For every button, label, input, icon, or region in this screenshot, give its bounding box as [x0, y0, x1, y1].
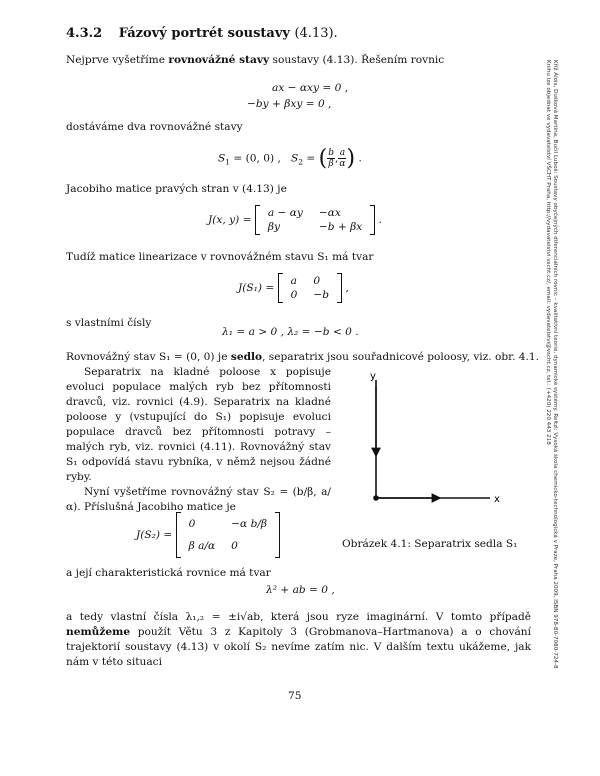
matrix-cell: 0	[188, 518, 196, 530]
page-number: 75	[288, 690, 302, 702]
frac-num: b	[328, 148, 335, 158]
bold-term: sedlo	[230, 351, 263, 363]
paragraph-states: dostáváme dva rovnovážné stavy	[66, 121, 243, 133]
equation-js2	[136, 512, 280, 558]
frac-den: α	[339, 159, 346, 169]
matrix-cell: a	[290, 275, 297, 287]
matrix-cell: −αx	[318, 207, 341, 219]
paragraph-separatrix: Separatrix na kladné poloose x popisuje evoluci populace malých ryb bez přítomnosti dravců, viz. rovnici (4.9). Separatrix na kladné poloose y (vstupující do S₁) popisuje evoluci populace dravců bez přítomnosti potravy – malých ryb, viz. rovnici (4.11). Rovnovážný stav S₁ odpovídá stavu rybníka, v němž nejsou žádné ryby.	[66, 366, 331, 483]
eq-end: .	[358, 152, 362, 165]
equation-1a: ax − αxy = 0 ,	[272, 82, 349, 94]
paragraph-jacobian: Jacobiho matice pravých stran v (4.13) je	[66, 183, 287, 195]
text: , separatrix jsou souřadnicové poloosy, viz. obr. 4.1.	[262, 351, 540, 363]
text: soustavy (4.13). Řešením rovnic	[269, 54, 445, 66]
matrix-cell: 0	[313, 275, 321, 287]
equation-js1	[238, 273, 349, 303]
side-note	[545, 60, 562, 720]
equation-states: $S_1 = (0$, 0) , $S_2$ = ( $\frac{b}{\beta}$ , $\frac{a}{\alpha}$ ) .	[218, 146, 362, 171]
frac-den: β	[328, 159, 334, 169]
text: a tedy vlastní čísla λ₁,₂ = ±i√ab, která jsou ryze imaginární. V tomto případě	[66, 611, 531, 623]
matrix-cell: −b	[313, 289, 330, 301]
s1-symbol: S	[218, 152, 226, 165]
bold-term: nemůžeme	[66, 626, 131, 638]
saddle-figure	[340, 366, 540, 556]
figure-caption: Obrázek 4.1: Separatrix sedla S₁	[342, 538, 518, 550]
matrix-cell: β a/α	[188, 540, 216, 552]
section-heading	[66, 26, 338, 41]
section-ref: (4.13).	[294, 26, 338, 41]
text: Rovnovážný stav S₁ = (0, 0) je	[66, 351, 231, 363]
y-axis-label: y	[370, 371, 376, 382]
jacobian-lhs: J(x, y) =	[208, 214, 255, 226]
x-axis-label: x	[494, 494, 500, 505]
section-number: 4.3.2	[66, 26, 103, 41]
s2-symbol: S	[290, 152, 299, 165]
text: použít Větu 3 z Kapitoly 3 (Grobmanova–Hartmanova) a o chování trajektorií soustavy (4.13) v okolí S₂ nevíme zatím nic. V dalším textu ukážeme, jak nám v této situaci	[66, 626, 531, 668]
matrix-cell: βy	[267, 221, 280, 233]
matrix-cell: −b + βx	[318, 221, 363, 233]
s1-value: = (0, 0) ,	[230, 152, 281, 165]
paragraph-conclusion	[66, 610, 531, 670]
frac-num: a	[339, 148, 346, 158]
equation-eigenvalues: λ₁ = a > 0 , λ₂ = −b < 0 .	[222, 326, 359, 338]
origin-point	[373, 495, 379, 501]
paragraph-char-eq: a její charakteristická rovnice má tvar	[66, 567, 271, 579]
side-note-line-2: Knihu lze objednat ve vydavatelství VŠCHT Praha, http://vydavatelstvi.vscht.cz/, email: vydavatelstvi@vscht.cz, tel.: (+420) 220 443 218	[545, 60, 551, 445]
js1-matrix	[278, 273, 342, 303]
paragraph-saddle	[66, 350, 539, 365]
eq-end: .	[378, 214, 383, 226]
js2-lhs: J(S₂) =	[136, 529, 176, 541]
matrix-cell: −α b/β	[231, 518, 268, 530]
paragraph-eigen: s vlastními čísly	[66, 317, 152, 329]
side-note-line-1: Kříž Alois, Dušková Martina, Bučil Luboš: Soustavy obyčejných diferenciálních rovnic – kvalitativní teorie, dynamické systémy. Reitzl: Vysoká škola chemicko-technologická v Praze, Praha 2009, ISBN 978-80-7080-724-8	[552, 60, 558, 669]
text: Nejprve vyšetříme	[66, 54, 169, 66]
bold-term: rovnovážné stavy	[168, 54, 270, 66]
matrix-cell: 0	[290, 289, 298, 301]
equation-jacobian	[208, 205, 382, 235]
paragraph-linearization: Tudíž matice linearizace v rovnovážném stavu S₁ má tvar	[66, 251, 374, 263]
eq-end: ,	[345, 282, 349, 294]
paragraph-s2: Nyní vyšetříme rovnovážný stav S₂ = (b/β, a/α). Příslušná Jacobiho matice je	[66, 486, 331, 513]
jacobian-matrix	[255, 205, 375, 235]
js2-matrix	[176, 512, 280, 558]
s2-eq: =	[303, 152, 319, 165]
equation-1b: −by + βxy = 0 ,	[247, 98, 332, 110]
equation-characteristic: λ² + ab = 0 ,	[266, 584, 335, 596]
matrix-cell: a − αy	[267, 207, 303, 219]
js1-lhs: J(S₁) =	[238, 282, 278, 294]
paragraph-intro	[66, 53, 444, 68]
matrix-cell: 0	[231, 540, 238, 552]
section-title: Fázový portrét soustavy	[118, 26, 290, 41]
